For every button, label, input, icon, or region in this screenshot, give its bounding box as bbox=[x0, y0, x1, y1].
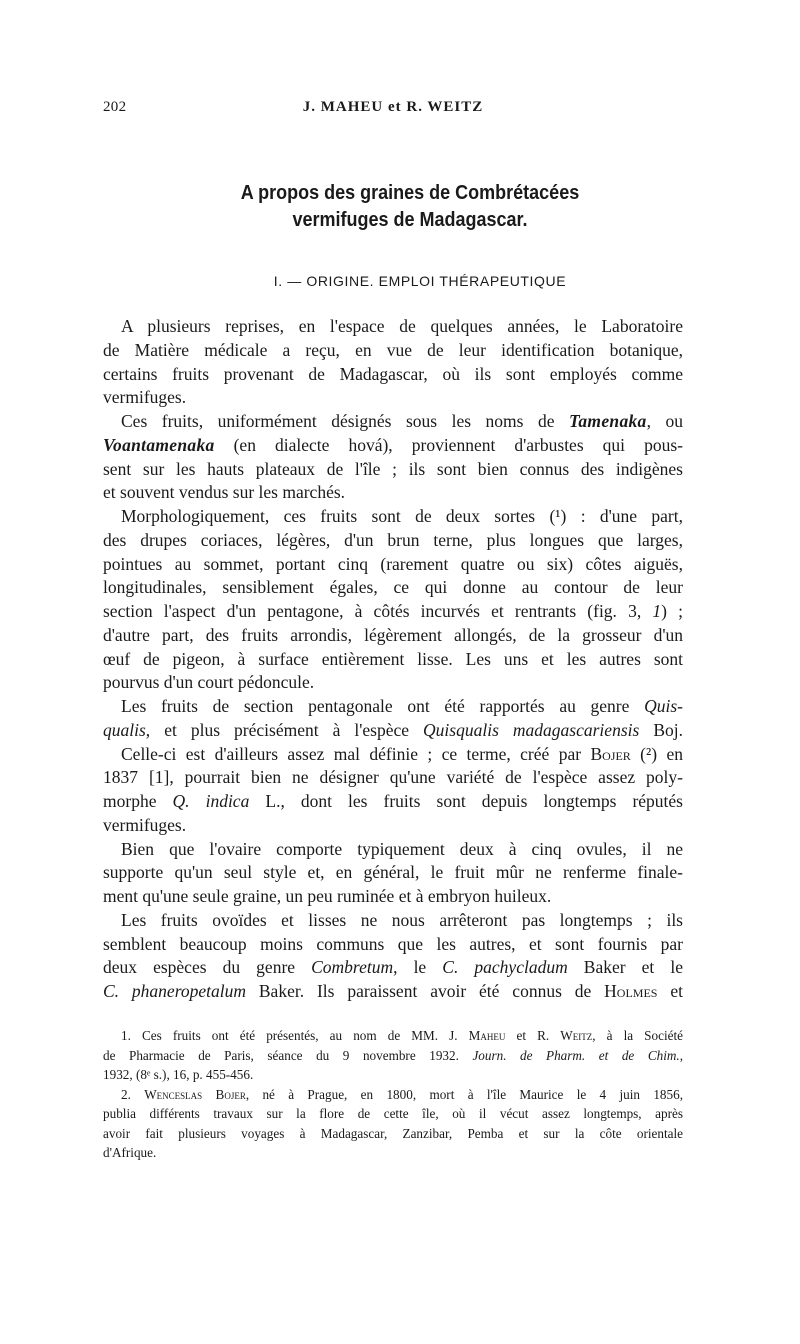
vernacular-name: Voantamenaka bbox=[103, 434, 215, 455]
text-line: de Matière médicale a reçu, en vue de leur identification botanique, bbox=[103, 339, 683, 360]
text-line: C. phaneropetalum Baker. Ils paraissent avoir été connus de Holmes et bbox=[103, 981, 683, 1001]
footnotes bbox=[103, 1026, 683, 1163]
footnote-line: 1932, (8ᵉ s.), 16, p. 455-456. bbox=[103, 1067, 254, 1082]
footnote-line: 1. Ces fruits ont été présentés, au nom de MM. J. Maheu et R. Weitz, à la Société bbox=[121, 1028, 683, 1043]
text-line: vermifuges. bbox=[103, 814, 187, 835]
text-line: Les fruits de section pentagonale ont été rapportés au genre Quis- bbox=[121, 696, 683, 716]
footnote-line: de Pharmacie de Paris, séance du 9 novembre 1932. Journ. de Pharm. et de Chim., bbox=[103, 1047, 683, 1063]
text-line: d'autre part, des fruits arrondis, légèrement allongés, de la grosseur d'un bbox=[103, 624, 683, 645]
text-line: pourvus d'un court pédoncule. bbox=[103, 672, 315, 693]
footnote-line: d'Afrique. bbox=[103, 1145, 157, 1160]
text-line: Celle-ci est d'ailleurs assez mal définie ; ce terme, créé par Bojer (²) en bbox=[121, 743, 683, 764]
text-line: certains fruits provenant de Madagascar, où ils sont employés comme bbox=[103, 363, 683, 384]
text-line: 1837 [1], pourrait bien ne désigner qu'une variété de l'espèce assez poly- bbox=[103, 767, 683, 788]
text-line: œuf de pigeon, à surface entièrement lisse. Les uns et les autres sont bbox=[103, 648, 683, 669]
text-line: vermifuges. bbox=[103, 387, 187, 408]
running-head bbox=[103, 99, 683, 121]
text-line: supporte qu'un seul style et, en général, le fruit mûr ne renferme finale- bbox=[103, 862, 683, 883]
text-line: morphe Q. indica L., dont les fruits sont depuis longtemps réputés bbox=[103, 791, 683, 811]
text-line: Voantamenaka (en dialecte hová), proviennent d'arbustes qui pous- bbox=[103, 434, 683, 455]
text-line: sent sur les hauts plateaux de l'île ; ils sont bien connus des indigènes bbox=[103, 458, 683, 479]
text-line: pointues au sommet, portant cinq (rarement quatre ou six) côtes aiguës, bbox=[103, 553, 683, 574]
footnote-line: 2. Wenceslas Bojer, né à Prague, en 1800, mort à l'île Maurice le 4 juin 1856, bbox=[121, 1086, 683, 1102]
text-line: Morphologiquement, ces fruits sont de deux sortes (¹) : d'une part, bbox=[121, 506, 683, 526]
footnote-2 bbox=[103, 1085, 683, 1163]
text-line: qualis, et plus précisément à l'espèce Quisqualis madagascariensis Boj. bbox=[103, 719, 683, 740]
text-line: des drupes coriaces, légères, d'un brun terne, plus longues que larges, bbox=[103, 529, 683, 550]
paragraph bbox=[103, 909, 683, 1004]
text-line: semblent beaucoup moins communs que les autres, et sont fournis par bbox=[103, 933, 683, 954]
paragraph bbox=[103, 505, 683, 695]
text-line: section l'aspect d'un pentagone, à côtés incurvés et rentrants (fig. 3, 1) ; bbox=[103, 601, 683, 621]
text-line: Ces fruits, uniformément désignés sous les noms de Tamenaka, ou bbox=[121, 411, 683, 431]
footnote-line: publia différents travaux sur la flore de cette île, où il vécut assez longtemps, après bbox=[103, 1106, 683, 1121]
title-line-1: A propos des graines de Combrétacées bbox=[240, 182, 580, 204]
paragraph bbox=[103, 315, 683, 410]
text-line: ment qu'une seule graine, un peu ruminée et à embryon huileux. bbox=[103, 886, 552, 906]
paragraph bbox=[103, 838, 683, 909]
article-title bbox=[158, 180, 662, 234]
section-heading: I. — ORIGINE. EMPLOI THÉRAPEUTIQUE bbox=[273, 273, 567, 289]
text-line: Bien que l'ovaire comporte typiquement deux à cinq ovules, il ne bbox=[121, 838, 683, 859]
paragraph bbox=[103, 743, 683, 838]
paragraph bbox=[103, 410, 683, 505]
footnote-line: avoir fait plusieurs voyages à Madagascar, Zanzibar, Pemba et sur la côte orientale bbox=[103, 1125, 683, 1141]
footnote-1 bbox=[103, 1026, 683, 1085]
text-line: deux espèces du genre Combretum, le C. pachycladum Baker et le bbox=[103, 957, 683, 978]
text-line: et souvent vendus sur les marchés. bbox=[103, 482, 346, 503]
text-line: Les fruits ovoïdes et lisses ne nous arrêteront pas longtemps ; ils bbox=[121, 909, 683, 930]
text-line: longitudinales, sensiblement égales, ce qui donne au contour de leur bbox=[103, 577, 683, 598]
page-number: 202 bbox=[103, 99, 127, 115]
body-text bbox=[103, 315, 683, 1004]
paragraph bbox=[103, 695, 683, 743]
vernacular-name: Tamenaka bbox=[569, 411, 647, 431]
running-head-authors: J. MAHEU et R. WEITZ bbox=[302, 99, 484, 115]
title-line-2: vermifuges de Madagascar. bbox=[292, 209, 528, 231]
text-line: A plusieurs reprises, en l'espace de quelques années, le Laboratoire bbox=[121, 316, 683, 336]
